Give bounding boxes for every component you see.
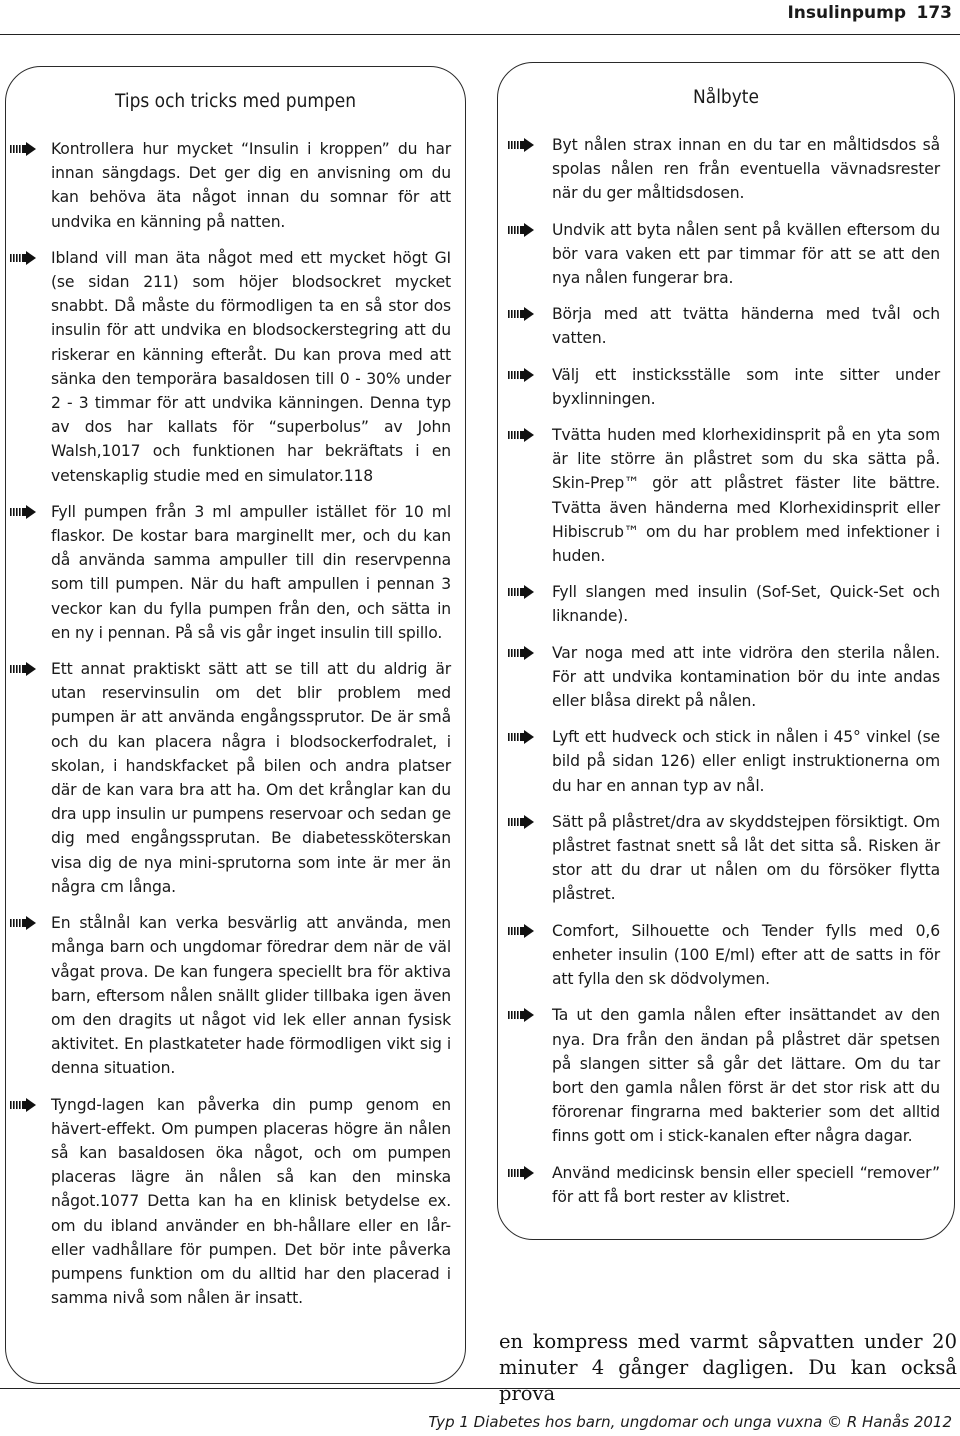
list-item-text: Ta ut den gamla nålen efter insättandet av den nya. Dra från den ändan på plåstret där spetsen på slangen sitter så går det lättare. Om du tar bort den gamla nålen först är det stor risk att du förorenar fingrarna med bakterier som det alltid finns gott om i stick-kanalen efter några dagar. [552, 1006, 940, 1146]
list-item [51, 500, 451, 645]
arrow-bullet-icon [10, 916, 36, 930]
list-item [552, 423, 940, 568]
list-item-text: Lyft ett hudveck och stick in nålen i 45° vinkel (se bild på sidan 126) eller enligt instruktionerna om du har en annan typ av nål. [552, 728, 940, 795]
arrow-bullet-icon [10, 251, 36, 265]
footer-divider [0, 1388, 960, 1389]
tips-box [5, 66, 466, 1384]
list-item [552, 1161, 940, 1209]
list-item-text: Välj ett insticksställe som inte sitter under byxlinningen. [552, 365, 940, 408]
list-item [552, 302, 940, 350]
arrow-bullet-icon [10, 662, 36, 676]
list-item [51, 1093, 451, 1311]
list-item-text: Kontrollera hur mycket “Insulin i kroppen” du har innan sängdags. Det ger dig en anvisning om du kan behöva äta något innan du somnar för att undvika en känning på natten. [51, 140, 451, 231]
list-item [552, 919, 940, 992]
list-item [51, 246, 451, 488]
arrow-bullet-icon [508, 138, 534, 152]
list-item-text: Ibland vill man äta något med ett mycket högt GI (se sidan 211) som höjer blodsockret mycket snabbt. Då måste du förmodligen ta en så stor dos insulin för att undvika en blodsockerstegring att du riskerar en känning efteråt. Du kan prova med att sänka den temporära basaldosen till 0 - 30% under 2 - 3 timmar för att undvika känningen. Denna typ av dos har kallats för “superbolus” av John Walsh,1017 och funktionen har bekräftats i en vetenskaplig studie med en simulator.118 [51, 248, 451, 485]
page-header [0, 0, 960, 35]
list-item [552, 218, 940, 291]
list-item-text: Undvik att byta nålen sent på kvällen eftersom du bör vara vaken ett par timmar för att se att den nya nålen fungerar bra. [552, 220, 940, 288]
list-item-text: Tvätta huden med klorhexidinsprit på en yta som är lite större än plåstret som du ska sätta på. Skin-Prep™ gör att plåstret fäster lite bättre. Tvätta även händerna med Klorhexidinsprit eller Hibiscrub™ om du har problem med infektioner i huden. [552, 426, 940, 566]
arrow-bullet-icon [508, 223, 534, 237]
needle-change-box-title: Nålbyte [693, 87, 759, 108]
arrow-bullet-icon [508, 585, 534, 599]
needle-change-box [497, 62, 955, 1240]
arrow-bullet-icon [508, 815, 534, 829]
list-item-text: Använd medicinsk bensin eller speciell “remover” för att få bort rester av klistret. [552, 1163, 940, 1206]
tips-box-title: Tips och tricks med pumpen [114, 91, 357, 112]
page-number: 173 [916, 3, 952, 23]
list-item-text: Comfort, Silhouette och Tender fylls med 0,6 enheter insulin (100 E/ml) efter att de satts in för att fylla den sk dödvolymen. [552, 921, 940, 989]
list-item-text: Ett annat praktiskt sätt att se till att du aldrig är utan reservinsulin om det blir problem med pumpen är att använda engångssprutor. De är små och du kan placera några i blodsockerfodralet, i skolan, i handskfacket på bilen och andra platser där de kan vara bra att ha. Om det krånglar kan du dra upp insulin ur pumpens reservoar och sedan ge dig med engångssprutan. Be diabetessköterskan visa dig de nya mini-sprutorna som inte är mer än några cm långa. [51, 660, 451, 896]
arrow-bullet-icon [10, 1098, 36, 1112]
needle-change-list [552, 133, 940, 1221]
body-text-continuation: en kompress med varmt såpvatten under 20 minuter 4 gånger dagligen. Du kan också prova [499, 1330, 957, 1405]
arrow-bullet-icon [508, 646, 534, 660]
arrow-bullet-icon [508, 1166, 534, 1180]
arrow-bullet-icon [10, 142, 36, 156]
list-item [51, 911, 451, 1080]
footer-citation: Typ 1 Diabetes hos barn, ungdomar och unga vuxna © R Hanås 2012 [428, 1413, 952, 1431]
list-item-text: Fyll slangen med insulin (Sof-Set, Quick-Set och liknande). [552, 583, 940, 626]
list-item-text: Byt nålen strax innan en du tar en måltidsdos så spolas nålen ren från eventuella vävnadsrester när du ger måltidsdosen. [552, 136, 940, 203]
list-item [552, 810, 940, 907]
list-item [552, 580, 940, 628]
list-item [51, 137, 451, 234]
list-item-text: En stålnål kan verka besvärlig att använda, men många barn och ungdomar föredrar dem när de väl vågat prova. De kan fungera speciellt bra för aktiva barn, eftersom nålen snällt glider tillbaka igen även om den dragits ut något vid lek eller annan fysisk aktivitet. En plastkateter hade förmodligen vikt sig i denna situation. [51, 914, 451, 1078]
list-item-text: Sätt på plåstret/dra av skyddstejpen försiktigt. Om plåstret fastnat snett så låt det sitta så. Risken är stor att du drar ut nålen om du försöker flytta plåstret. [552, 812, 940, 904]
list-item [51, 657, 451, 899]
arrow-bullet-icon [508, 730, 534, 744]
list-item-text: Börja med att tvätta händerna med tvål och vatten. [552, 305, 940, 348]
list-item [552, 641, 940, 714]
running-header-title: Insulinpump [787, 3, 906, 23]
list-item [552, 725, 940, 798]
list-item-text: Var noga med att inte vidröra den sterila nålen. För att undvika kontamination bör du inte andas eller blåsa direkt på nålen. [552, 643, 940, 711]
list-item [552, 133, 940, 206]
arrow-bullet-icon [508, 428, 534, 442]
tips-list [51, 137, 451, 1322]
list-item-text: Tyngd-lagen kan påverka din pump genom en hävert-effekt. Om pumpen placeras högre än nålen så kan basaldosen öka något, och om pumpen placeras lägre än nålen så kan den minska något.1077 Detta kan ha en klinisk betydelse ex. om du ibland använder en bh-hållare eller en lår- eller vadhållare för pumpen. Det bör inte påverka pumpens funktion om du alltid har den placerad i samma nivå som nålen är insatt. [51, 1095, 451, 1308]
list-item-text: Fyll pumpen från 3 ml ampuller istället för 10 ml flaskor. De kostar bara marginellt mer, och du kan då använda samma ampuller till din reservpenna som till pumpen. När du haft ampullen i pennan 3 veckor kan du fylla pumpen från den, och sätta in en ny i pennan. På så vis går inget insulin till spillo. [51, 502, 451, 642]
list-item [552, 363, 940, 411]
arrow-bullet-icon [508, 924, 534, 938]
arrow-bullet-icon [508, 1008, 534, 1022]
arrow-bullet-icon [508, 307, 534, 321]
arrow-bullet-icon [10, 505, 36, 519]
arrow-bullet-icon [508, 368, 534, 382]
list-item [552, 1003, 940, 1148]
